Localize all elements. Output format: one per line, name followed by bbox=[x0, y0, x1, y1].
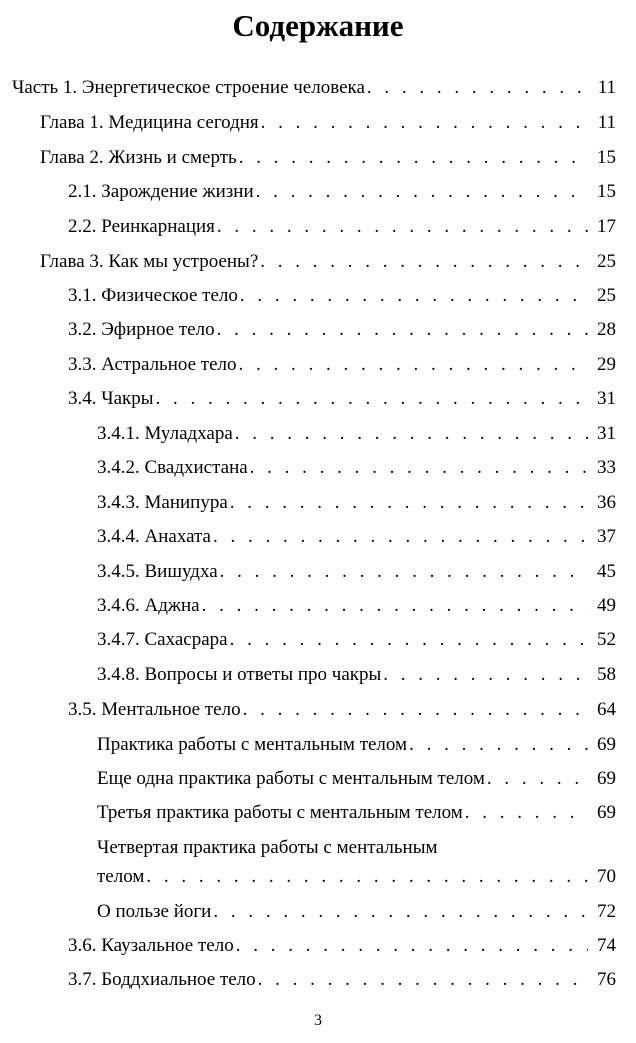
toc-entry-page: 25 bbox=[597, 251, 616, 272]
dot-leader bbox=[256, 177, 588, 206]
dot-leader bbox=[235, 419, 588, 448]
toc-entry-label: Глава 3. Как мы устроены? bbox=[40, 251, 259, 272]
toc-entry-label: Практика работы с ментальным телом bbox=[97, 734, 408, 755]
toc-entry-label: 3.7. Боддхиальное тело bbox=[68, 969, 256, 990]
toc-entry-label-line1: Четвертая практика работы с ментальным bbox=[97, 837, 438, 858]
toc-entry[interactable] bbox=[0, 660, 636, 689]
toc-entry-page: 36 bbox=[597, 492, 616, 513]
dot-leader bbox=[156, 384, 588, 413]
toc-entry-label: 3.4. Чакры bbox=[68, 388, 154, 409]
toc-entry[interactable] bbox=[0, 315, 636, 344]
toc-entry[interactable] bbox=[0, 730, 636, 759]
toc-entry-label: 3.5. Ментальное тело bbox=[68, 699, 241, 720]
toc-entry-page: 31 bbox=[597, 388, 616, 409]
toc-entry-label: Часть 1. Энергетическое строение человека bbox=[12, 77, 365, 98]
toc-entry[interactable] bbox=[0, 625, 636, 654]
toc-entry[interactable] bbox=[0, 384, 636, 413]
toc-entry-label: 3.4.6. Аджна bbox=[97, 595, 200, 616]
page-number: 3 bbox=[314, 1012, 322, 1029]
toc-entry[interactable] bbox=[0, 212, 636, 241]
dot-leader bbox=[243, 695, 588, 724]
dot-leader bbox=[236, 931, 588, 960]
toc-entry-page: 15 bbox=[597, 147, 616, 168]
toc-entry[interactable] bbox=[0, 557, 636, 586]
dot-leader bbox=[217, 212, 588, 241]
toc-entry[interactable] bbox=[0, 453, 636, 482]
toc-entry-page: 11 bbox=[597, 112, 616, 133]
toc-entry-label: Глава 2. Жизнь и смерть bbox=[40, 147, 237, 168]
toc-entry-label: 3.4.4. Анахата bbox=[97, 526, 211, 547]
toc-entry[interactable] bbox=[0, 764, 636, 793]
dot-leader bbox=[202, 591, 588, 620]
toc-entry-page: 29 bbox=[597, 354, 616, 375]
toc-entry-label: О пользе йоги bbox=[97, 901, 212, 922]
toc-entry[interactable] bbox=[0, 965, 636, 994]
toc-entry-label: 3.6. Каузальное тело bbox=[68, 935, 234, 956]
page-title: Содержание bbox=[232, 8, 404, 43]
toc-entry-label: 3.4.8. Вопросы и ответы про чакры bbox=[97, 664, 382, 685]
dot-leader bbox=[409, 730, 588, 759]
toc-entry-page: 70 bbox=[597, 866, 616, 887]
toc-entry[interactable] bbox=[0, 695, 636, 724]
toc-entry-page: 76 bbox=[597, 969, 616, 990]
dot-leader bbox=[261, 108, 588, 137]
toc-entry-label: 3.2. Эфирное тело bbox=[68, 319, 215, 340]
toc-entry[interactable] bbox=[0, 897, 636, 926]
toc-entry[interactable] bbox=[0, 931, 636, 960]
toc-entry-label: 2.1. Зарождение жизни bbox=[68, 181, 254, 202]
dot-leader bbox=[240, 281, 588, 310]
toc-entry-label: Третья практика работы с ментальным телом bbox=[97, 802, 463, 823]
toc-entry-page: 28 bbox=[597, 319, 616, 340]
toc-entry-page: 15 bbox=[597, 181, 616, 202]
toc-entry-label: Еще одна практика работы с ментальным телом bbox=[97, 768, 485, 789]
toc-entry-page: 11 bbox=[597, 77, 616, 98]
toc-entry-page: 74 bbox=[597, 935, 616, 956]
dot-leader bbox=[230, 488, 588, 517]
toc-entry-page: 49 bbox=[597, 595, 616, 616]
dot-leader bbox=[217, 315, 588, 344]
dot-leader bbox=[487, 764, 588, 793]
toc-entry-page: 31 bbox=[597, 423, 616, 444]
toc-entry[interactable] bbox=[0, 350, 636, 379]
dot-leader bbox=[250, 453, 588, 482]
toc-entry-page: 33 bbox=[597, 457, 616, 478]
dot-leader bbox=[239, 350, 588, 379]
dot-leader bbox=[213, 522, 588, 551]
toc-entry-page: 17 bbox=[597, 216, 616, 237]
toc-entry-page: 69 bbox=[597, 768, 616, 789]
toc-entry[interactable] bbox=[0, 143, 636, 172]
toc-entry-page: 52 bbox=[597, 629, 616, 650]
toc-entry-label: 3.4.1. Муладхара bbox=[97, 423, 233, 444]
toc-entry[interactable] bbox=[0, 419, 636, 448]
dot-leader bbox=[213, 897, 588, 926]
toc-entry[interactable] bbox=[0, 591, 636, 620]
toc-entry-page: 25 bbox=[597, 285, 616, 306]
toc-entry[interactable] bbox=[0, 73, 636, 102]
toc-entry-label: 3.3. Астральное тело bbox=[68, 354, 237, 375]
toc-entry[interactable] bbox=[0, 108, 636, 137]
dot-leader bbox=[146, 862, 588, 891]
toc-entry[interactable] bbox=[0, 798, 636, 827]
dot-leader bbox=[383, 660, 588, 689]
toc-entry[interactable] bbox=[0, 833, 636, 891]
toc-entry-page: 69 bbox=[597, 734, 616, 755]
toc-entry-label: 3.4.7. Сахасрара bbox=[97, 629, 228, 650]
toc-entry[interactable] bbox=[0, 522, 636, 551]
toc-entry-page: 72 bbox=[597, 901, 616, 922]
toc-entry[interactable] bbox=[0, 281, 636, 310]
toc-entry-page: 45 bbox=[597, 561, 616, 582]
toc-entry-page: 37 bbox=[597, 526, 616, 547]
toc-entry-label: 3.4.2. Свадхистана bbox=[97, 457, 248, 478]
dot-leader bbox=[465, 798, 588, 827]
dot-leader bbox=[220, 557, 588, 586]
toc-entry-label: 3.1. Физическое тело bbox=[68, 285, 238, 306]
dot-leader bbox=[239, 143, 588, 172]
toc-entry[interactable] bbox=[0, 247, 636, 276]
toc-entry[interactable] bbox=[0, 177, 636, 206]
dot-leader bbox=[258, 965, 588, 994]
toc-entry-page: 58 bbox=[597, 664, 616, 685]
toc-entry[interactable] bbox=[0, 488, 636, 517]
dot-leader bbox=[367, 73, 588, 102]
toc-entry-label: Глава 1. Медицина сегодня bbox=[40, 112, 259, 133]
toc-entry-label: 3.4.5. Вишудха bbox=[97, 561, 218, 582]
dot-leader bbox=[260, 247, 588, 276]
toc-entry-label: 3.4.3. Манипура bbox=[97, 492, 228, 513]
toc-entry-page: 64 bbox=[597, 699, 616, 720]
toc-entry-label: 2.2. Реинкарнация bbox=[68, 216, 215, 237]
toc-entry-page: 69 bbox=[597, 802, 616, 823]
toc-entry-label: телом bbox=[97, 866, 145, 887]
dot-leader bbox=[230, 625, 588, 654]
